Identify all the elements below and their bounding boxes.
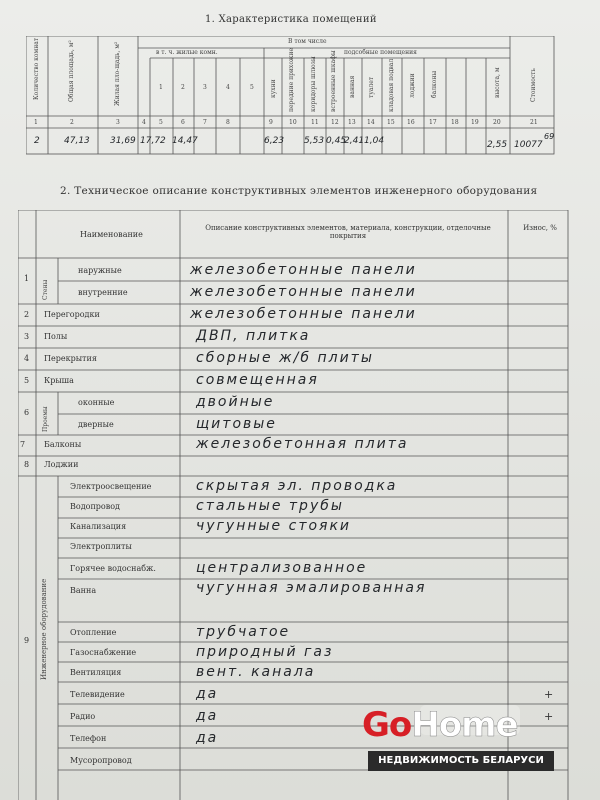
val-bath: 2,41 — [344, 136, 365, 146]
value-sewer: чугунные стояки — [196, 518, 352, 534]
premises-table — [26, 36, 556, 156]
colnum-20: 20 — [493, 119, 501, 126]
label-windows: оконные — [78, 398, 115, 407]
value-floors: ДВП, плитка — [196, 328, 311, 344]
label-ceilings: Перекрытия — [44, 354, 97, 363]
value-bathtub: чугунная эмалированная — [196, 580, 427, 596]
colnum-17: 17 — [429, 119, 437, 126]
label-floors: Полы — [44, 332, 68, 341]
wear-mark-tv: + — [544, 688, 554, 701]
row-num-9: 9 — [24, 636, 30, 645]
colnum-12: 12 — [331, 119, 339, 126]
value-heating: трубчатое — [196, 624, 291, 640]
hdr-bath: ванная — [349, 75, 356, 98]
val-cost-note: 69 — [544, 132, 555, 141]
value-doors: щитовые — [196, 416, 277, 432]
value-ceilings: сборные ж/б плиты — [196, 350, 374, 366]
colnum-5: 5 — [159, 119, 163, 126]
hdr-height: высота, м — [494, 67, 501, 98]
label-water: Водопровод — [70, 502, 120, 511]
row-num-2: 2 — [24, 310, 30, 319]
val-cost: 10077 — [514, 140, 543, 150]
watermark-logo-text: GoHome — [362, 705, 518, 745]
value-radio: да — [196, 708, 219, 724]
colnum-19: 19 — [471, 119, 479, 126]
val-wardrobes: 0,45 — [326, 136, 347, 146]
hdr-hall: передние прихожие — [288, 48, 295, 112]
value-partitions: железобетонные панели — [190, 306, 417, 322]
value-lighting: скрытая эл. проводка — [196, 478, 398, 494]
label-heating: Отопление — [70, 628, 117, 637]
header-wear: Износ, % — [523, 224, 557, 232]
label-sewer: Канализация — [70, 522, 127, 531]
room-col-5: 5 — [250, 84, 254, 91]
val-rooms: 2 — [34, 136, 40, 146]
label-tv: Телевидение — [70, 690, 125, 699]
label-outer-walls: наружные — [78, 266, 122, 275]
hdr-wardrobes: встроенные шкафы — [330, 50, 337, 112]
hdr-living-area: Жилая пло-щадь, м² — [114, 41, 121, 106]
group-walls: Стены — [42, 279, 49, 300]
colnum-11: 11 — [311, 119, 319, 126]
val-corridors: 5,53 — [304, 136, 325, 146]
label-garbage-chute: Мусоропровод — [70, 756, 132, 765]
value-outer-walls: железобетонные панели — [190, 262, 417, 278]
val-room2: 14,47 — [172, 136, 198, 146]
colnum-1: 1 — [34, 119, 38, 126]
row-num-7: 7 — [20, 440, 26, 449]
colnum-4: 4 — [142, 119, 146, 126]
value-hot-water: централизованное — [196, 560, 368, 576]
row-num-8: 8 — [24, 460, 30, 469]
hdr-kitchen: кухни — [270, 79, 277, 98]
colnum-6: 6 — [181, 119, 185, 126]
watermark-logo — [362, 705, 562, 775]
val-kitchen: 6,23 — [264, 136, 285, 146]
label-doors: дверные — [78, 420, 114, 429]
group-openings: Проемы — [42, 406, 49, 432]
row-num-4: 4 — [24, 354, 30, 363]
room-col-1: 1 — [159, 84, 163, 91]
label-radio: Радио — [70, 712, 96, 721]
watermark-subtitle: НЕДВИЖИМОСТЬ БЕЛАРУСИ — [368, 751, 554, 771]
hdr-corridors: коридоры шлюзы — [310, 56, 317, 112]
value-phone: да — [196, 730, 219, 746]
colnum-3: 3 — [116, 119, 120, 126]
val-living: 31,69 — [110, 136, 136, 146]
val-toilet: 1,04 — [364, 136, 385, 146]
value-inner-walls: железобетонные панели — [190, 284, 417, 300]
label-gas: Газоснабжение — [70, 648, 137, 657]
colnum-15: 15 — [387, 119, 395, 126]
section1-title: 1. Характеристика помещений — [205, 14, 377, 25]
val-total: 47,13 — [64, 136, 90, 146]
group-header: В том числе — [288, 38, 327, 45]
value-water: стальные трубы — [196, 498, 344, 514]
val-room1: 17,72 — [140, 136, 166, 146]
hdr-total-area: Общая площадь, м² — [68, 40, 75, 102]
header-desc: Описание конструктивных элементов, материала, конструкции, отделочные покрытия — [205, 224, 491, 240]
label-ventilation: Вентиляция — [70, 668, 122, 677]
row-num-1: 1 — [24, 274, 30, 283]
group-engineering: Инженерное оборудование — [40, 578, 48, 680]
hdr-loggias: лоджии — [409, 73, 416, 98]
colnum-8: 8 — [226, 119, 230, 126]
label-phone: Телефон — [70, 734, 107, 743]
hdr-toilet: туалет — [368, 76, 375, 98]
room-col-4: 4 — [226, 84, 230, 91]
colnum-14: 14 — [367, 119, 375, 126]
value-ventilation: вент. канала — [196, 664, 316, 680]
val-height: 2,55 — [487, 140, 508, 150]
label-roof: Крыша — [44, 376, 74, 385]
room-col-2: 2 — [181, 84, 185, 91]
hdr-cost: Стоимость — [530, 68, 537, 102]
label-lighting: Электроосвещение — [70, 482, 152, 491]
row-num-3: 3 — [24, 332, 30, 341]
room-col-3: 3 — [203, 84, 207, 91]
colnum-9: 9 — [269, 119, 273, 126]
label-bathtub: Ванна — [70, 586, 97, 595]
colnum-21: 21 — [530, 119, 538, 126]
label-partitions: Перегородки — [44, 310, 100, 319]
hdr-storage: кладовая подвал — [388, 58, 395, 112]
hdr-balconies: балконы — [431, 70, 438, 98]
value-tv: да — [196, 686, 219, 702]
header-name: Наименование — [80, 230, 143, 239]
section2-title: 2. Техническое описание конструктивных элементов инженерного оборудования — [60, 185, 538, 197]
value-roof: совмещенная — [196, 372, 319, 388]
label-stoves: Электроплиты — [70, 542, 132, 551]
label-balconies: Балконы — [44, 440, 82, 449]
living-rooms-subheader: в т. ч. жилые комн. — [156, 49, 218, 56]
label-loggias: Лоджии — [44, 460, 79, 469]
label-hot-water: Горячее водоснабж. — [70, 564, 156, 573]
hdr-rooms-count: Количество комнат — [33, 37, 40, 100]
row-num-5: 5 — [24, 376, 30, 385]
wear-mark-radio: + — [544, 710, 554, 723]
colnum-16: 16 — [407, 119, 415, 126]
colnum-2: 2 — [70, 119, 74, 126]
label-inner-walls: внутренние — [78, 288, 128, 297]
aux-rooms-subheader: подсобные помещения — [344, 49, 417, 56]
colnum-10: 10 — [289, 119, 297, 126]
colnum-7: 7 — [203, 119, 207, 126]
value-balconies: железобетонная плита — [196, 436, 409, 452]
value-gas: природный газ — [196, 644, 334, 660]
colnum-13: 13 — [348, 119, 356, 126]
colnum-18: 18 — [451, 119, 459, 126]
value-windows: двойные — [196, 394, 275, 410]
row-num-6: 6 — [24, 408, 30, 417]
